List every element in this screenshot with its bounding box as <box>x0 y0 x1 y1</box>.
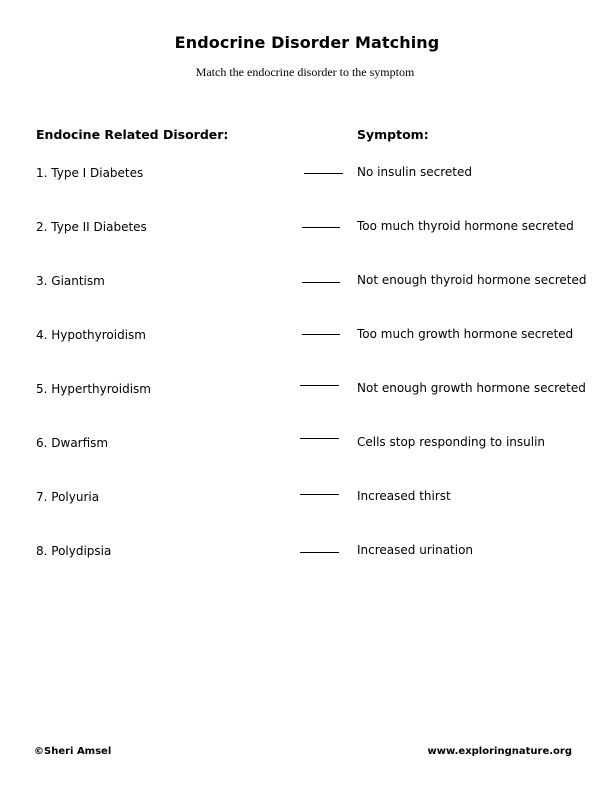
symptom-item: Too much growth hormone secreted <box>357 327 574 341</box>
symptom-item: Cells stop responding to insulin <box>357 435 546 449</box>
disorder-column-heading: Endocine Related Disorder: <box>36 127 229 142</box>
symptom-item: Not enough thyroid hormone secreted <box>357 273 587 287</box>
answer-blank[interactable] <box>300 494 339 495</box>
answer-blank[interactable] <box>302 282 340 283</box>
copyright-notice: ©Sheri Amsel <box>34 746 112 757</box>
answer-blank[interactable] <box>300 552 339 553</box>
disorder-item: 1. Type I Diabetes <box>36 166 144 180</box>
website-url: www.exploringnature.org <box>427 746 572 757</box>
disorder-item: 3. Giantism <box>36 274 105 288</box>
worksheet-title: Endocrine Disorder Matching <box>174 33 440 52</box>
disorder-item: 5. Hyperthyroidism <box>36 382 151 396</box>
symptom-item: Increased urination <box>357 543 474 557</box>
symptom-item: Not enough growth hormone secreted <box>357 381 586 395</box>
disorder-item: 7. Polyuria <box>36 490 100 504</box>
disorder-item: 2. Type II Diabetes <box>36 220 147 234</box>
disorder-item: 6. Dwarfism <box>36 436 109 450</box>
instructions: Match the endocrine disorder to the symptom <box>195 65 415 79</box>
answer-blank[interactable] <box>302 227 340 228</box>
symptom-column-heading: Symptom: <box>357 127 429 142</box>
disorder-item: 8. Polydipsia <box>36 544 112 558</box>
symptom-item: Too much thyroid hormone secreted <box>357 219 574 233</box>
symptom-item: No insulin secreted <box>357 165 473 179</box>
disorder-item: 4. Hypothyroidism <box>36 328 146 342</box>
symptom-item: Increased thirst <box>357 489 451 503</box>
answer-blank[interactable] <box>300 438 339 439</box>
answer-blank[interactable] <box>300 385 339 386</box>
answer-blank[interactable] <box>302 334 340 335</box>
answer-blank[interactable] <box>304 173 343 174</box>
